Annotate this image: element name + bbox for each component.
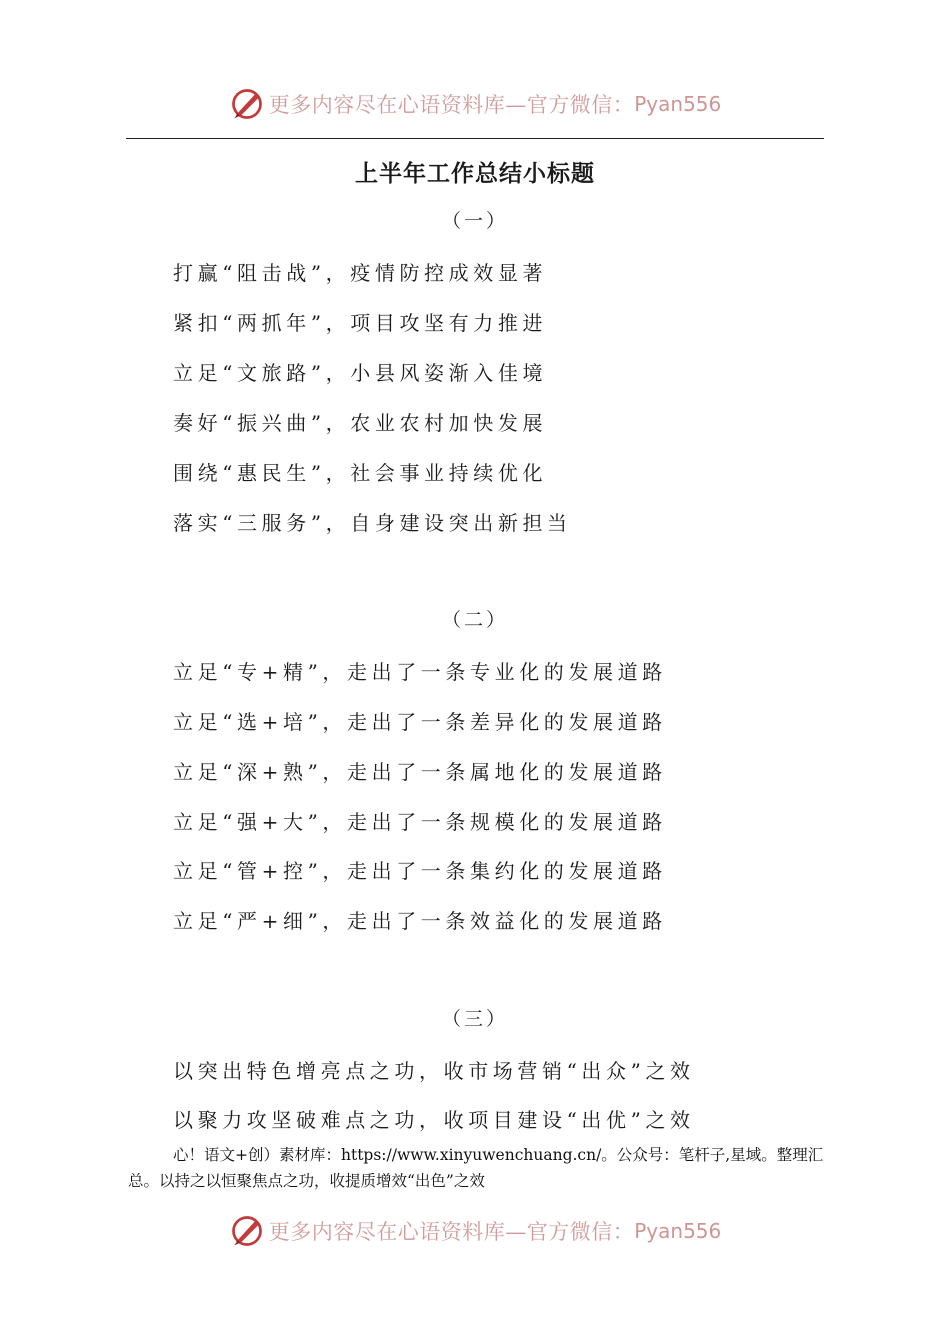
banner-wechat-id: Pyan556: [634, 92, 722, 116]
banner-text: 更多内容尽在心语资料库—官方微信：: [268, 93, 635, 117]
list-item: 立足“专+精”，走出了一条专业化的发展道路: [173, 660, 667, 684]
list-item: 立足“强+大”，走出了一条规模化的发展道路: [173, 810, 667, 834]
list-item: 立足“深+熟”，走出了一条属地化的发展道路: [173, 760, 667, 784]
list-item: 落实“三服务”，自身建设突出新担当: [173, 511, 572, 535]
footer-note-line-2: 总。以持之以恒聚焦点之功，收提质增效“出色”之效: [128, 1172, 485, 1190]
list-item: 奏好“振兴曲”，农业农村加快发展: [173, 411, 548, 435]
banner-text: 更多内容尽在心语资料库—官方微信：: [268, 1220, 635, 1244]
footer-banner: [0, 1211, 950, 1251]
list-item: 立足“选+培”，走出了一条差异化的发展道路: [173, 710, 667, 734]
section-label-2: （二）: [441, 609, 508, 631]
list-item: 紧扣“两抓年”，项目攻坚有力推进: [173, 311, 548, 335]
list-item: 立足“严+细”，走出了一条效益化的发展道路: [173, 909, 667, 933]
banner-wechat-id: Pyan556: [634, 1219, 722, 1243]
pen-logo-icon: [229, 1213, 265, 1249]
list-item: 打赢“阻击战”，疫情防控成效显著: [173, 261, 548, 285]
list-item: 立足“管+控”，走出了一条集约化的发展道路: [173, 859, 667, 883]
list-item: 围绕“惠民生”，社会事业持续优化: [173, 461, 548, 485]
document-title: 上半年工作总结小标题: [355, 161, 595, 187]
pen-logo-icon: [229, 86, 265, 122]
footer-note-line-1: 心！语文+创）素材库：https://www.xinyuwenchuang.cn/。公众号：笔杆子,星域。整理汇: [173, 1146, 824, 1164]
list-item: 立足“文旅路”，小县风姿渐入佳境: [173, 361, 548, 385]
section-label-3: （三）: [441, 1008, 508, 1030]
section-label-1: （一）: [441, 210, 508, 232]
list-item: 以突出特色增亮点之功，收市场营销“出众”之效: [173, 1059, 695, 1083]
header-divider: [126, 138, 824, 139]
list-item: 以聚力攻坚破难点之功，收项目建设“出优”之效: [173, 1108, 695, 1132]
header-banner: [0, 84, 950, 124]
